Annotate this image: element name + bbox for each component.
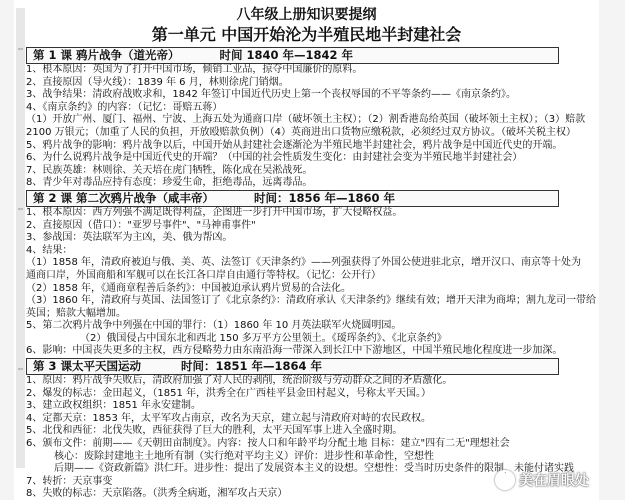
document-page (14, 0, 599, 500)
lesson-2-time: 时间：1856 年—1860 年 (254, 190, 396, 205)
lesson-2-body (14, 207, 599, 358)
lesson-1-name: 第 1 课 鸦片战争（道光帝） (33, 48, 180, 62)
lesson-3-line: 后期——《资政新篇》洪仁玕。进步性：提出了发展资本主义的设想。空想性：受当时历史条件的限制，未能付诸实践 (54, 463, 574, 475)
lesson-2-line: 5、第二次鸦片战争中列强在中国的罪行：（1）1860 年 10 月英法联军火烧圆明园。 (26, 320, 402, 332)
unit-heading: 第一单元 中国开始沦为半殖民地半封建社会 (151, 25, 462, 44)
lesson-3-line: 1、原因：鸦片战争失败后，清政府加强了对人民的剥削，统治阶级与劳动群众之间的矛盾激化。 (26, 375, 453, 387)
lesson-2-line: 2、直接原因（借口）："亚罗号事件"、"马神甫事件" (26, 219, 256, 231)
lesson-1-line: 3、战争结果：清政府战败求和，1842 年签订中国近代历史上第一个丧权辱国的不平等条约——《南京条约》。 (26, 89, 516, 101)
lesson-3-line: 2、爆发的标志：金田起义，（1851 年，洪秀全在广西桂平县金田村起义，号称太平天国。） (26, 387, 431, 399)
lesson-1-line: 2100 万银元；（加重了人民的负担，开放殴赔款负例）（4）英商进出口货物应缴税款，必须经过双方协议。（破坏关税主权） (26, 126, 576, 138)
watermark-text: 美在眉眼处 (519, 473, 589, 489)
lesson-1-line: 6、为什么说鸦片战争是中国近代史的开端？（中国的社会性质发生变化：由封建社会变为半殖民地半封建社会） (26, 152, 523, 164)
lesson-1-line: 8、青少年对毒品应持有态度：珍爱生命，拒绝毒品，远离毒品。 (26, 177, 313, 189)
lesson-2-line: 6、影响：中国丧失更多的主权，西方侵略势力由东南沿海一带深入到长江中下游地区，中国半殖民地化程度进一步加深。 (26, 345, 563, 357)
watermark (495, 470, 589, 490)
lesson-2-line: （3）1860 年，清政府与英国、法国签订了《北京条约》：清政府承认《天津条约》继续有效；增开天津为商埠；割九龙司一带给 (26, 295, 596, 307)
lesson-3-line: 6、颁布文件：前期——《天朝田亩制度》。内容：按人口和年龄平均分配土地 目标：建立"四有二无"理想社会 (26, 438, 510, 450)
lesson-2-line: （2）1858 年，《通商章程善后条约》：中国被迫承认鸦片贸易的合法化。 (26, 282, 351, 294)
lesson-3-line: 核心：废除封建地主土地所有制（实行绝对平均主义）评价：进步性和革命性，空想性 (54, 450, 434, 462)
lesson-1-line: 5、鸦片战争的影响：鸦片战争以后，中国开始从封建社会逐渐沦为半殖民地半封建社会，鸦片战争是中国近代史的开端。 (26, 139, 563, 151)
lesson-2-line: （2）俄国侵占中国东北和西北 150 多万平方公里领土。《瑷珲条约》、《北京条约》 (80, 332, 447, 344)
document-title: 八年级上册知识要提纲 (236, 7, 377, 23)
lesson-1-line: 7、民族英雄：林则徐、关天培在虎门牺牲，陈化成在吴淞战死。 (26, 164, 313, 176)
lesson-1-body (14, 64, 599, 190)
lesson-2-line: 4、结果： (26, 244, 73, 256)
lesson-3-line: 3、建立政权组织：1851 年永安建制。 (26, 400, 201, 412)
lesson-1-line: 1、根本原因：英国为了打开中国市场，倾销工业品，掠夺中国廉价的原料。 (26, 64, 363, 75)
watermark-logo-icon (495, 470, 515, 490)
lesson-3-name: 第 3 课太平天国运动 (33, 359, 142, 374)
lesson-3-line: 8、失败的标志：天京陷落。（洪秀全病逝，湘军攻占天京） (26, 488, 288, 500)
lesson-3-line: 5、北伐和西征：北伐失败，西征获得了巨大的胜利，太平天国军事上进入全盛时期。 (26, 425, 403, 437)
lesson-1-line: （1）开放广州、厦门、福州、宁波、上海五处为通商口岸（破坏领土主权）；（2）割香港岛给英国（破坏领土主权）；（3）赔款 (26, 114, 586, 126)
lesson-2-line: 3、参战国：英法联军为主凶，美、俄为帮凶。 (26, 232, 233, 244)
lesson-1-line: 4、《南京条约》的内容：（记忆：哥赔五蒋） (26, 101, 223, 113)
lesson-2-name: 第 2 课 第二次鸦片战争（咸丰帝） (33, 190, 215, 205)
lesson-1-line: 2、直接原因（导火线）：1839 年 6 月，林则徐虎门销烟。 (26, 76, 289, 88)
lesson-3-time: 时间：1851 年—1864 年 (181, 359, 323, 374)
lesson-3-line: 4、定都天京：1853 年，太平军攻占南京，改名为天京，建立起与清政府对峙的农民政权。 (26, 412, 431, 424)
lesson-2-line: 英国；赔款大幅增加。 (26, 307, 126, 319)
lesson-2-line: （1）1858 年，清政府被迫与俄、美、英、法签订《天津条约》——列强获得了外国公使进驻北京，增开汉口、南京等十处为 (26, 257, 581, 269)
lesson-1-header (26, 47, 559, 64)
lesson-3-line: 7、转折：天京事变 (26, 475, 113, 487)
lesson-3-header (26, 358, 559, 375)
lesson-1-time: 时间 1840 年—1842 年 (219, 48, 354, 62)
page-margin-bar (16, 8, 25, 468)
lesson-2-header (26, 190, 559, 207)
lesson-2-line: 1、根本原因：西方列强不满足既得利益，企图进一步打开中国市场，扩大侵略权益。 (26, 206, 403, 218)
lesson-2-line: 通商口岸，外国商船和军舰可以在长江各口岸自由通行等特权。（记忆：公开行） (26, 269, 381, 281)
